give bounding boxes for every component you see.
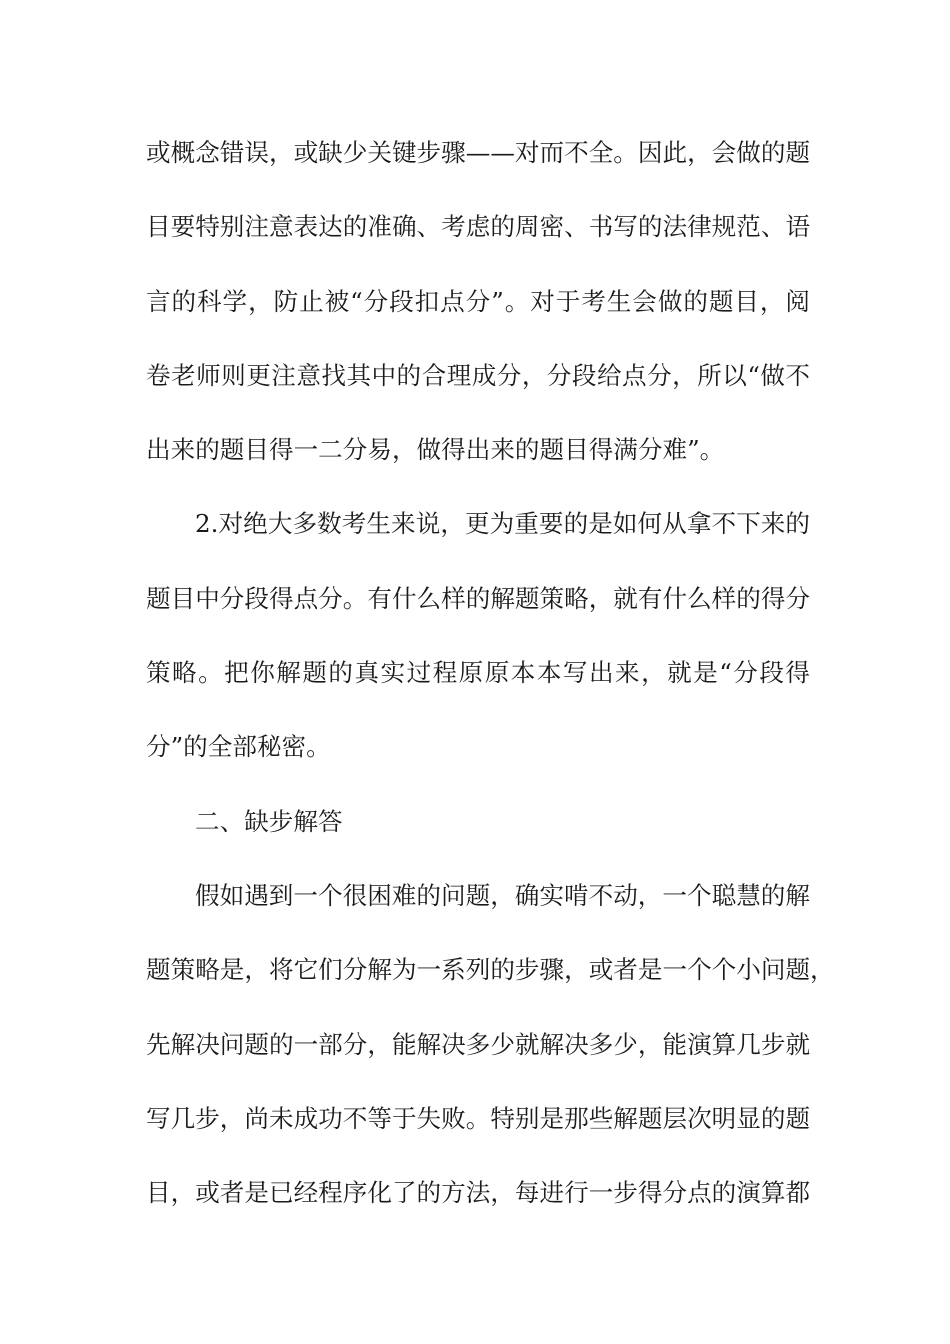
- text-line: 分”的全部秘密。: [146, 732, 331, 762]
- text-line: 2.对绝大多数考生来说，更为重要的是如何从拿不下来的: [195, 509, 810, 539]
- text-line: 卷老师则更注意找其中的合理成分，分段给点分，所以“做不: [146, 360, 810, 390]
- text-line: 题目中分段得点分。有什么样的解题策略，就有什么样的得分: [146, 583, 811, 613]
- section-heading: 二、缺步解答: [195, 806, 343, 836]
- text-line: 目要特别注意表达的准确、考虑的周密、书写的法律规范、语: [146, 212, 811, 242]
- text-line: 题策略是，将它们分解为一系列的步骤，或者是一个个小问题，: [146, 955, 835, 985]
- text-line: 先解决问题的一部分，能解决多少就解决多少，能演算几步就: [146, 1029, 811, 1059]
- text-line: 策略。把你解题的真实过程原原本本写出来，就是“分段得: [146, 658, 810, 688]
- text-line: 目，或者是已经程序化了的方法，每进行一步得分点的演算都: [146, 1178, 811, 1208]
- text-line: 言的科学，防止被“分段扣点分”。对于考生会做的题目，阅: [146, 286, 810, 316]
- text-line: 假如遇到一个很困难的问题，确实啃不动，一个聪慧的解: [195, 880, 810, 910]
- document-body: [146, 133, 835, 1247]
- text-line: 或概念错误，或缺少关键步骤——对而不全。因此，会做的题: [146, 138, 811, 167]
- text-line: 写几步，尚未成功不等于失败。特别是那些解题层次明显的题: [146, 1103, 811, 1133]
- text-line: 出来的题目得一二分易，做得出来的题目得满分难”。: [146, 435, 725, 465]
